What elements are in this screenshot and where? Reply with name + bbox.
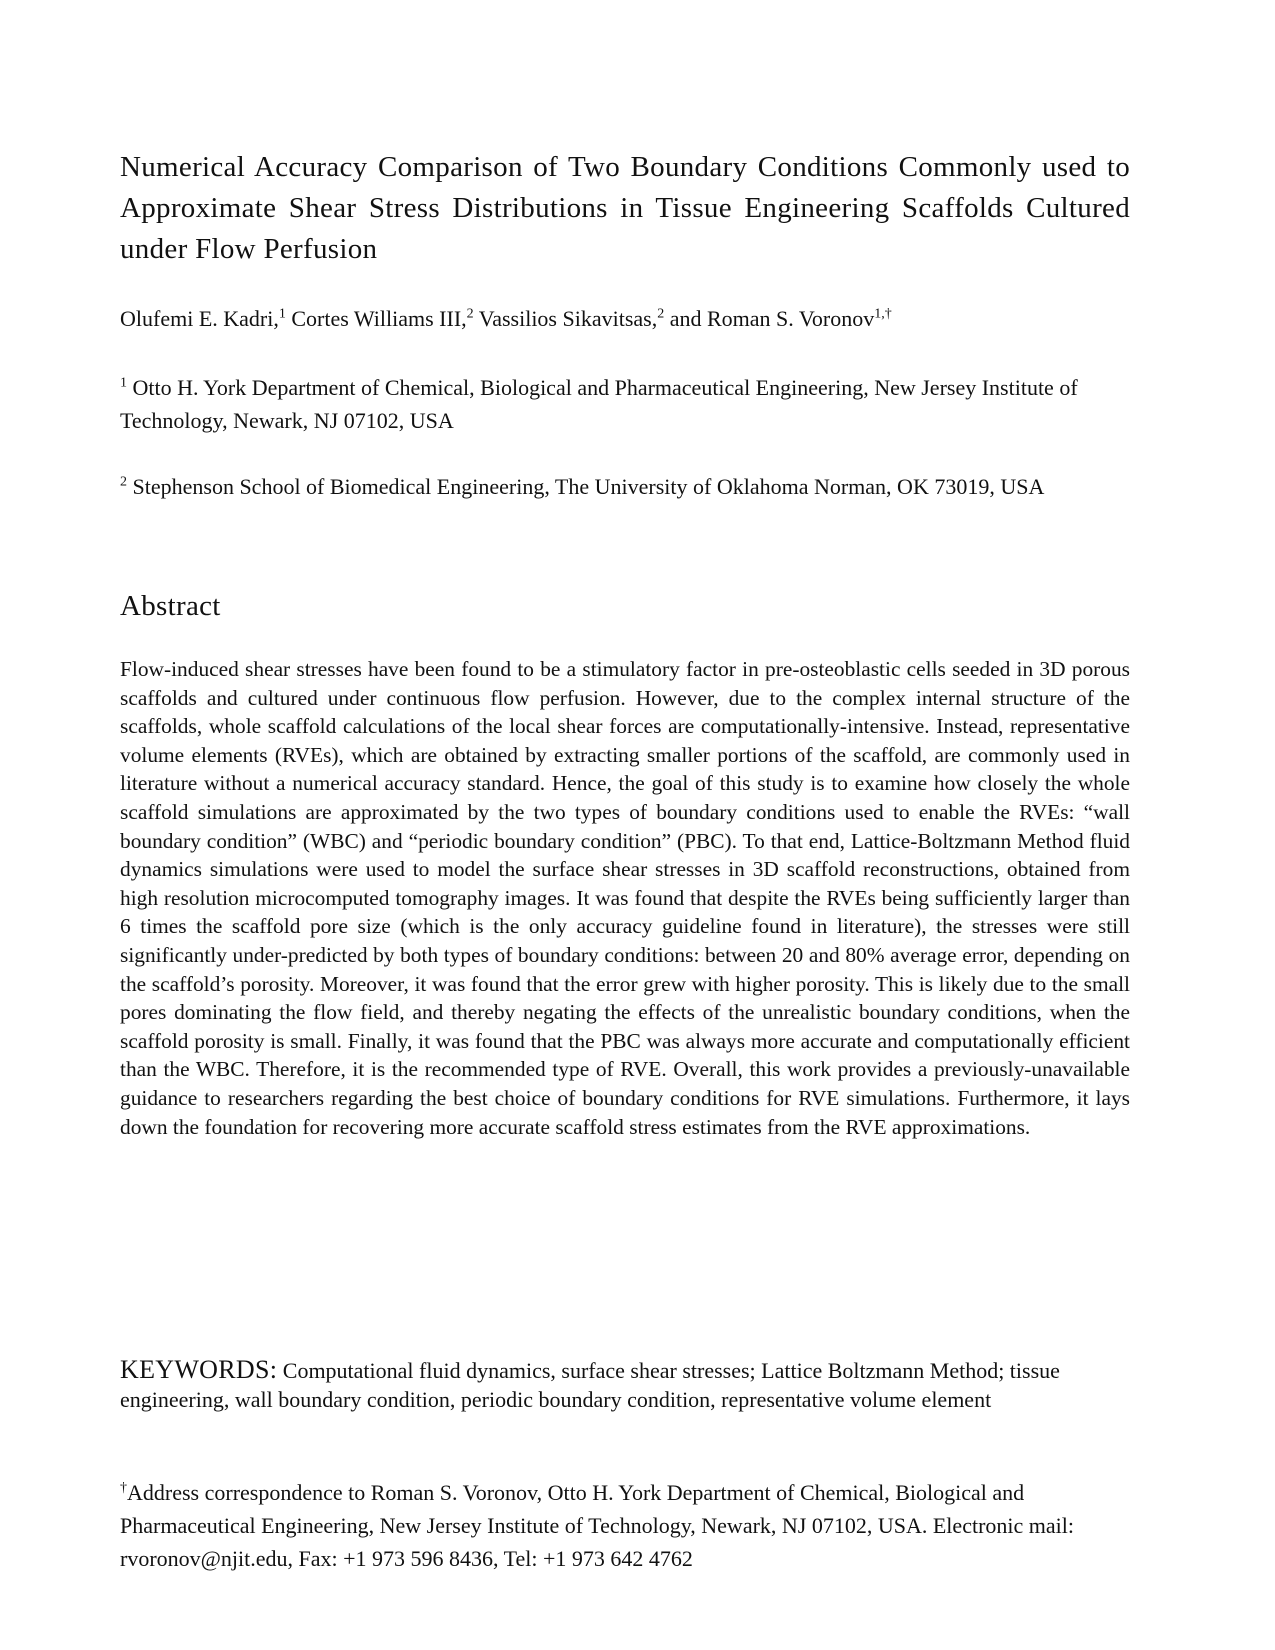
correspondence-text: Address correspondence to Roman S. Voronov, Otto H. York Department of Chemical, Biological and Pharmaceutical Engineering, New Jersey Institute of Technology, Newark, NJ 07102, USA. Electronic mail: rvoronov@njit.edu, Fax: +1 973 596 8436, Tel: +1 973 642 4762 <box>120 1480 1074 1571</box>
keywords-text: Computational fluid dynamics, surface shear stresses; Lattice Boltzmann Method; tissue engineering, wall boundary condition, periodic boundary condition, representative volume element <box>120 1358 1060 1412</box>
author-affiliation-mark: 2 <box>657 306 665 322</box>
correspondence-note <box>120 1476 1130 1575</box>
abstract-heading: Abstract <box>120 590 221 622</box>
author-affiliation-mark: 1,† <box>874 306 892 322</box>
affiliation-text: Stephenson School of Biomedical Engineering, The University of Oklahoma Norman, OK 73019, USA <box>127 474 1045 499</box>
author-list <box>120 304 1130 334</box>
dagger-marker: † <box>120 1480 127 1496</box>
affiliation-1 <box>120 371 1130 437</box>
paper-title: Numerical Accuracy Comparison of Two Boundary Conditions Commonly used to Approximate Shear Stress Distributions in Tissue Engineering Scaffolds Cultured under Flow Perfusion <box>120 151 1130 265</box>
affiliation-marker: 2 <box>120 474 127 490</box>
keywords <box>120 1355 1130 1414</box>
author-name: Cortes Williams III, <box>285 306 467 331</box>
author-affiliation-mark: 2 <box>466 306 474 322</box>
author-affiliation-mark: 1 <box>278 306 286 322</box>
author-name: Olufemi E. Kadri, <box>120 306 279 331</box>
keywords-label: KEYWORDS: <box>120 1355 278 1384</box>
abstract-body: Flow-induced shear stresses have been found to be a stimulatory factor in pre-osteoblastic cells seeded in 3D porous scaffolds and cultured under continuous flow perfusion. However, due to the complex internal structure of the scaffolds, whole scaffold calculations of the local shear forces are computationally-intensive. Instead, representative volume elements (RVEs), which are obtained by extracting smaller portions of the scaffold, are commonly used in literature without a numerical accuracy standard. Hence, the goal of this study is to examine how closely the whole scaffold simulations are approximated by the two types of boundary conditions used to enable the RVEs: “wall boundary condition” (WBC) and “periodic boundary condition” (PBC). To that end, Lattice-Boltzmann Method fluid dynamics simulations were used to model the surface shear stresses in 3D scaffold reconstructions, obtained from high resolution microcomputed tomography images. It was found that despite the RVEs being sufficiently larger than 6 times the scaffold pore size (which is the only accuracy guideline found in literature), the stresses were still significantly under-predicted by both types of boundary conditions: between 20 and 80% average error, depending on the scaffold’s porosity. Moreover, it was found that the error grew with higher porosity. This is likely due to the small pores dominating the flow field, and thereby negating the effects of the unrealistic boundary conditions, when the scaffold porosity is small. Finally, it was found that the PBC was always more accurate and computationally efficient than the WBC. Therefore, it is the recommended type of RVE. Overall, this work provides a previously-unavailable guidance to researchers regarding the best choice of boundary conditions for RVE simulations. Furthermore, it lays down the foundation for recovering more accurate scaffold stress estimates from the RVE approximations. <box>120 657 1130 1139</box>
author-name: and Roman S. Voronov <box>664 306 875 331</box>
author-name: Vassilios Sikavitsas, <box>473 306 658 331</box>
affiliation-2 <box>120 473 1130 501</box>
affiliation-marker: 1 <box>120 375 127 391</box>
affiliation-text: Otto H. York Department of Chemical, Biological and Pharmaceutical Engineering, New Jersey Institute of Technology, Newark, NJ 07102, USA <box>120 375 1078 433</box>
paper-page <box>120 0 1130 1650</box>
